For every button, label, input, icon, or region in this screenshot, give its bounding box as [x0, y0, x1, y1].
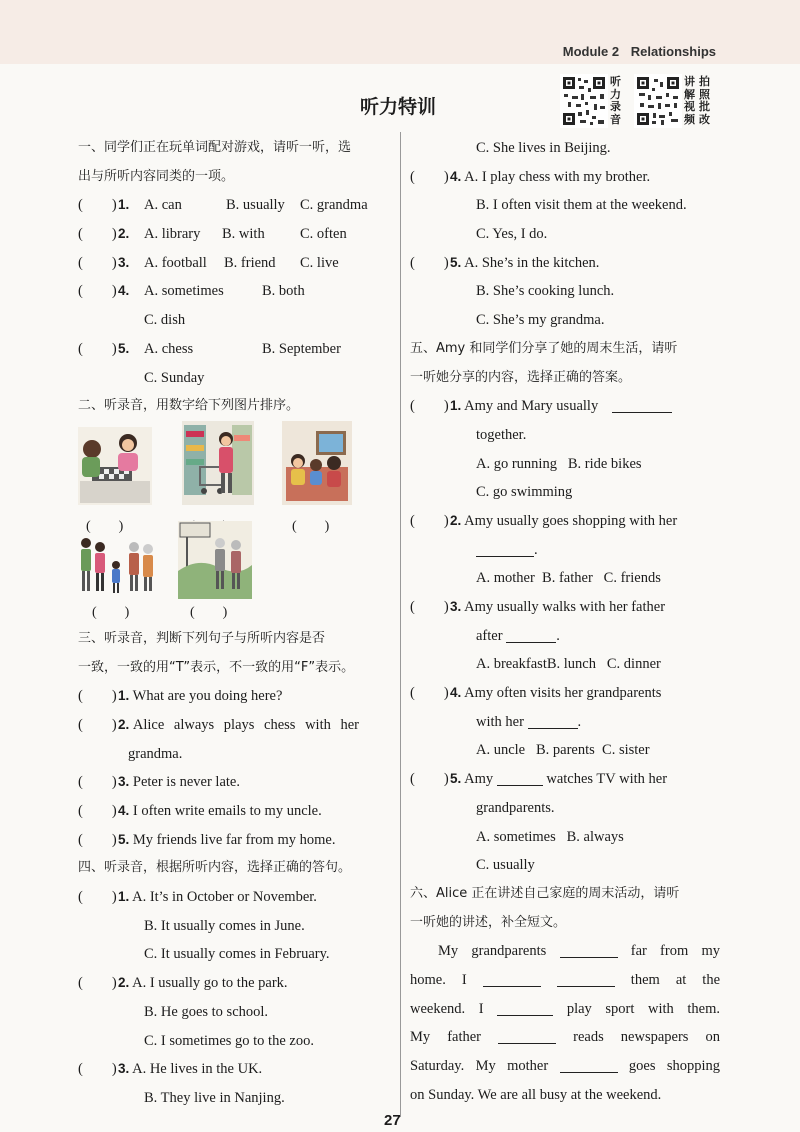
picture-bus-stop [178, 521, 252, 599]
answer-paren[interactable]: ( ) [410, 254, 449, 271]
qr-label-grading: 拍照批改 [699, 75, 710, 126]
part3-item-2 [78, 711, 386, 740]
passage-text: play sport with them. [566, 1000, 720, 1017]
passage-text: home. I [410, 971, 467, 988]
option-a: A. breakfast [476, 656, 547, 673]
option-c: C. dinner [606, 656, 661, 673]
answer-paren[interactable]: ( ) [410, 512, 449, 529]
part4-item-5-c [410, 306, 720, 335]
option-b: B. I often visit them at the weekend. [476, 197, 687, 214]
column-divider [400, 132, 401, 1117]
answer-paren[interactable]: ( ) [78, 831, 117, 848]
part5-instruction-line2: 一听她分享的内容，选择正确的答案。 [410, 369, 632, 385]
part5-item-2-cont [410, 536, 720, 565]
answer-paren[interactable]: ( ) [78, 283, 117, 300]
right-column [410, 134, 720, 1109]
qr-code-audio[interactable] [560, 74, 608, 128]
part5-item-4-options [410, 736, 720, 765]
item-text-continued: together. [476, 426, 527, 443]
item-number: 4. [450, 168, 462, 184]
part3-item-1 [78, 682, 386, 711]
part3-instruction-line2: 一致，一致的用“T”表示，不一致的用“F”表示。 [78, 659, 355, 675]
part2 [78, 392, 386, 625]
part5-item-5-cont [410, 794, 720, 823]
item-number: 3. [450, 599, 462, 614]
item-number: 5. [118, 340, 130, 356]
picture-4-answer[interactable]: ( ) [92, 604, 130, 620]
option-b: B. usually [226, 197, 285, 214]
item-text-continued: after [476, 627, 503, 644]
part5-item-1 [410, 392, 720, 421]
part5-instruction-line1: 五、Amy 和同学们分享了她的周末生活，请听 [410, 340, 678, 356]
option-a: A. sometimes [144, 283, 224, 300]
part4-item-3-b [78, 1084, 386, 1113]
answer-blank[interactable] [528, 714, 578, 729]
option-b: B. with [222, 226, 265, 243]
part4-item-2 [78, 969, 386, 998]
option-c: C. friends [603, 570, 661, 587]
option-c: C. She’s my grandma. [476, 312, 605, 329]
option-c: C. often [300, 226, 347, 243]
option-c: C. usually [476, 857, 535, 874]
option-b: B. ride bikes [567, 455, 642, 472]
part4-item-5 [410, 249, 720, 278]
qr-code-video[interactable] [634, 74, 682, 128]
passage-line-2 [410, 966, 720, 995]
part4-item-1-c [78, 940, 386, 969]
option-b: B. September [262, 340, 341, 357]
part1-item-3 [78, 249, 386, 278]
option-b: B. parents [536, 742, 595, 759]
passage-text: My grandparents [438, 943, 547, 960]
passage-blank[interactable] [560, 1058, 618, 1073]
item-text-continued: . [534, 541, 538, 558]
passage-text: My father [410, 1029, 482, 1046]
part6-instruction-line2: 一听她的讲述，补全短文。 [410, 914, 567, 930]
answer-paren[interactable]: ( ) [78, 254, 117, 271]
passage-blank[interactable] [498, 1029, 556, 1044]
item-number: 5. [118, 831, 130, 847]
picture-chess [78, 427, 152, 505]
passage-text: weekend. I [410, 1000, 484, 1017]
item-number: 1. [118, 197, 130, 213]
passage [410, 937, 720, 1109]
part5-item-3 [410, 593, 720, 622]
passage-text: goes shopping [628, 1058, 720, 1074]
picture-family-visit [78, 537, 156, 597]
item-text: Amy and Mary usually [464, 398, 599, 415]
part4-item-4-b [410, 191, 720, 220]
answer-paren[interactable]: ( ) [410, 168, 449, 185]
passage-line-5 [410, 1052, 720, 1081]
part5-item-4-cont [410, 708, 720, 737]
part5-item-3-cont [410, 622, 720, 651]
item-number: 2. [118, 716, 130, 732]
picture-1-answer[interactable]: ( ) [86, 518, 124, 534]
part5-item-1-cont [410, 421, 720, 450]
passage-line-3 [410, 995, 720, 1024]
item-text-end: . [556, 627, 560, 644]
option-b: B. lunch [546, 656, 596, 673]
option-c: C. go swimming [476, 484, 573, 501]
part4-instruction: 四、听录音，根据所听内容，选择正确的答句。 [78, 860, 352, 876]
part5-item-2 [410, 507, 720, 536]
answer-paren[interactable]: ( ) [78, 226, 117, 243]
item-text: I often write emails to my uncle. [132, 803, 322, 819]
part4-item-4 [410, 163, 720, 192]
answer-paren[interactable]: ( ) [78, 975, 117, 992]
answer-paren[interactable]: ( ) [78, 774, 117, 791]
part4-item-2-b [78, 998, 386, 1027]
answer-blank[interactable] [497, 771, 543, 786]
item-text: Alice always plays chess with her [132, 716, 359, 733]
part4 [78, 854, 386, 1112]
part1-item-4-c [78, 306, 386, 335]
answer-paren[interactable]: ( ) [410, 599, 449, 615]
item-number: 1. [118, 688, 130, 704]
passage-text: them at the [630, 971, 721, 988]
option-b: B. He goes to school. [144, 1003, 269, 1020]
passage-line-6 [410, 1081, 720, 1110]
part2-instruction: 二、听录音，用数字给下列图片排序。 [78, 398, 300, 414]
page-number: 27 [384, 1112, 401, 1129]
item-text-continued: grandparents. [476, 799, 555, 816]
part4-item-1 [78, 883, 386, 912]
item-number: 2. [118, 226, 130, 242]
part4-item-3-c [410, 134, 720, 163]
passage-text: Saturday. My mother [410, 1058, 549, 1074]
answer-paren[interactable]: ( ) [78, 340, 117, 357]
option-c: C. It usually comes in February. [144, 946, 330, 963]
answer-paren[interactable]: ( ) [410, 685, 449, 702]
item-number: 5. [450, 254, 462, 270]
item-number: 1. [450, 398, 462, 414]
answer-paren[interactable]: ( ) [410, 771, 449, 788]
part4-item-4-c [410, 220, 720, 249]
part1-item-4 [78, 277, 386, 306]
item-number: 5. [450, 771, 462, 787]
part5-item-1-options [410, 450, 720, 479]
part4-item-2-c [78, 1027, 386, 1056]
qr-label-audio: 听力录音 [610, 75, 621, 126]
option-b: B. both [262, 283, 305, 300]
option-a: A. chess [144, 340, 194, 357]
item-text-end: watches TV with her [546, 771, 668, 788]
item-text: Amy [464, 771, 494, 788]
passage-blank[interactable] [483, 972, 541, 987]
option-b: B. It usually comes in June. [144, 917, 305, 934]
item-text: Amy often visits her grandparents [464, 685, 662, 702]
part3-item-5 [78, 826, 386, 855]
option-a: A. mother [476, 570, 535, 587]
option-b: B. friend [224, 254, 276, 271]
passage-blank[interactable] [557, 972, 615, 987]
part6-instruction-line1: 六、Alice 正在讲述自己家庭的周末活动，请听 [410, 885, 680, 901]
option-c: C. I sometimes go to the zoo. [144, 1032, 314, 1049]
part3-instruction-line1: 三、听录音，判断下列句子与所听内容是否 [78, 630, 326, 646]
item-number: 3. [118, 1061, 130, 1077]
qr-label-video: 讲解视频 [684, 75, 695, 126]
part1-instruction-line2: 出与所听内容同类的一项。 [78, 168, 235, 184]
option-a: A. go running [476, 455, 557, 472]
option-b: B. always [566, 828, 624, 845]
passage-text: far from my [630, 943, 721, 960]
part3-item-2-cont [78, 740, 386, 769]
item-text: What are you doing here? [132, 688, 283, 705]
picture-shopping [182, 421, 254, 505]
item-number: 4. [450, 685, 462, 701]
option-c: C. grandma [300, 197, 368, 214]
part5-item-2-options [410, 564, 720, 593]
passage-line-4 [410, 1023, 720, 1052]
part5-item-5 [410, 765, 720, 794]
part6 [410, 880, 720, 1110]
part3-item-4 [78, 797, 386, 826]
page-title: 听力特训 [360, 96, 437, 118]
option-a: A. football [144, 254, 207, 271]
part3 [78, 625, 386, 855]
picture-3-answer[interactable]: ( ) [292, 518, 330, 534]
part3-item-3 [78, 768, 386, 797]
picture-5-answer[interactable]: ( ) [190, 604, 228, 620]
left-column [78, 134, 386, 1113]
item-number: 1. [118, 889, 130, 905]
option-a: A. I play chess with my brother. [464, 168, 651, 185]
answer-paren[interactable]: ( ) [78, 1061, 117, 1078]
part5-item-5-c [410, 851, 720, 880]
option-b: B. She’s cooking lunch. [476, 283, 615, 300]
answer-paren[interactable]: ( ) [78, 688, 117, 705]
answer-paren[interactable]: ( ) [78, 197, 117, 214]
option-a: A. sometimes [476, 828, 556, 845]
part4-item-1-b [78, 912, 386, 941]
item-number: 4. [118, 283, 130, 299]
item-text: My friends live far from my home. [132, 831, 336, 848]
item-text: Amy usually goes shopping with her [464, 512, 678, 529]
passage-text: on Sunday. We are all busy at the weekend. [410, 1086, 662, 1103]
option-c: C. dish [144, 312, 186, 329]
part1-instruction-line1: 一、同学们正在玩单词配对游戏，请听一听，选 [78, 140, 352, 155]
item-text-end: . [577, 713, 582, 730]
passage-blank[interactable] [560, 943, 618, 958]
part5-item-4 [410, 679, 720, 708]
part4-item-5-b [410, 277, 720, 306]
part1 [78, 134, 386, 392]
picture-grid [78, 421, 386, 625]
module-label: Module 2 [562, 44, 620, 59]
item-text: Peter is never late. [132, 774, 240, 791]
answer-paren[interactable]: ( ) [78, 803, 117, 819]
part1-item-5-c [78, 364, 386, 393]
option-a: A. library [144, 226, 201, 243]
passage-blank[interactable] [497, 1001, 553, 1016]
answer-blank[interactable] [506, 628, 556, 643]
item-number: 2. [450, 512, 462, 528]
part1-item-2 [78, 220, 386, 249]
item-number: 3. [118, 774, 130, 790]
module-topic: Relationships [630, 44, 716, 59]
answer-blank[interactable] [612, 398, 672, 413]
part1-item-1 [78, 191, 386, 220]
answer-paren[interactable]: ( ) [78, 716, 117, 733]
item-number: 2. [118, 975, 130, 991]
option-a: A. uncle [476, 742, 526, 759]
option-b: B. They live in Nanjing. [144, 1089, 285, 1106]
answer-paren[interactable]: ( ) [78, 889, 117, 906]
option-c: C. sister [602, 742, 650, 759]
item-text-continued: with her [476, 713, 524, 730]
item-number: 3. [118, 254, 130, 270]
option-c: C. Sunday [144, 369, 205, 386]
answer-blank[interactable] [476, 542, 534, 557]
item-text: Amy usually walks with her father [464, 599, 666, 615]
option-a: A. It’s in October or November. [132, 889, 317, 906]
item-number: 4. [118, 803, 130, 818]
passage-text: reads newspapers on [573, 1029, 720, 1046]
part5 [410, 335, 720, 880]
part5-item-3-options [410, 650, 720, 679]
option-b: B. father [542, 570, 593, 587]
option-c: C. Yes, I do. [476, 226, 548, 243]
part4-item-3 [78, 1055, 386, 1084]
option-a: A. She’s in the kitchen. [464, 254, 600, 271]
item-text-continued: grandma. [128, 745, 183, 762]
part5-item-5-options [410, 823, 720, 852]
part5-item-1-c [410, 478, 720, 507]
picture-watching-tv [282, 421, 352, 505]
option-a: A. He lives in the UK. [132, 1061, 263, 1078]
passage-line-1 [410, 937, 720, 966]
answer-paren[interactable]: ( ) [410, 398, 449, 415]
option-a: A. can [144, 197, 182, 214]
option-c: C. She lives in Beijing. [476, 140, 611, 156]
part1-item-5 [78, 335, 386, 364]
page-header [555, 44, 716, 59]
option-a: A. I usually go to the park. [132, 975, 288, 992]
option-c: C. live [300, 254, 339, 271]
